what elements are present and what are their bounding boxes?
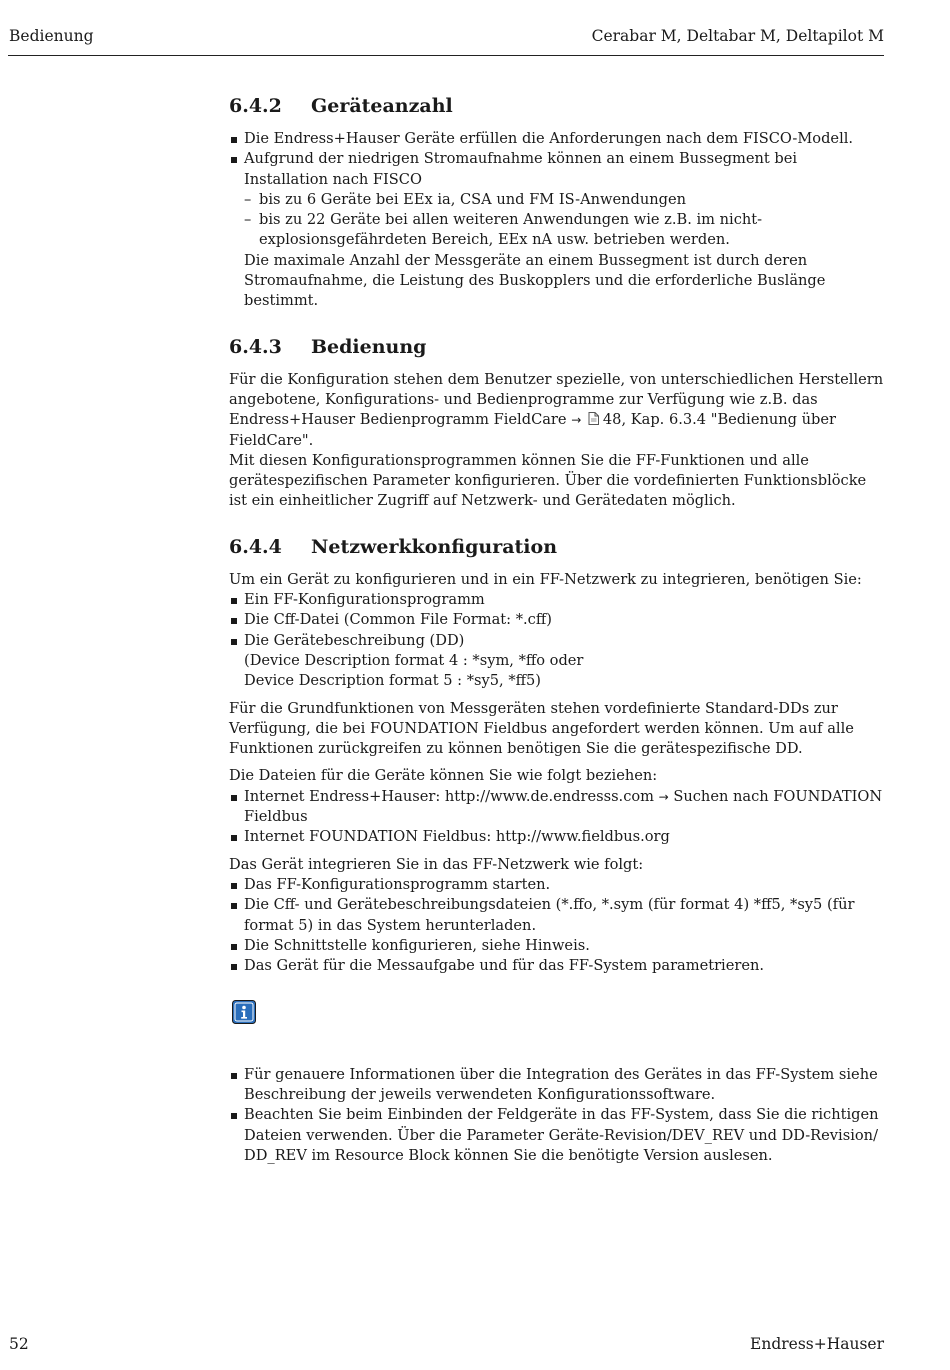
dd-format-line: (Device Description format 4 : *sym, *ffo oder	[244, 651, 584, 669]
page-reference-link[interactable]: 48, Kap. 6.3.4 "Bedienung über FieldCare".	[229, 411, 836, 449]
page-reference-icon	[588, 412, 599, 425]
paragraph: Die Dateien für die Geräte können Sie wie folgt beziehen:	[229, 767, 658, 785]
section-number: 6.4.3	[229, 335, 282, 358]
list-item	[229, 631, 885, 692]
header-rule	[8, 55, 884, 56]
dash-item: – bis zu 22 Geräte bei allen weiteren Anwendungen wie z.B. im nicht-explosionsgefährdeten Bereich, EEx nA usw. betrieben werden.	[244, 210, 885, 251]
list-item	[229, 787, 885, 828]
bullet-list	[229, 129, 885, 312]
list-item	[229, 149, 885, 311]
header-section-title: Bedienung	[9, 27, 94, 45]
section-geraeteanzahl	[229, 93, 885, 312]
list-item: Für genauere Informationen über die Integration des Gerätes in das FF-System siehe Beschreibung der jeweils verwendeten Konfigurationssoftware.	[229, 1065, 885, 1106]
endress-url-link[interactable]: Internet Endress+Hauser: http://www.de.endresss.com	[244, 787, 654, 805]
info-icon	[232, 1000, 256, 1024]
paragraph: Um ein Gerät zu konfigurieren und in ein FF-Netzwerk zu integrieren, benötigen Sie:	[229, 570, 862, 588]
page-body	[229, 93, 885, 1188]
list-item: Ein FF-Konfigurationsprogramm	[229, 590, 885, 610]
footer-brand: Endress+Hauser	[750, 1335, 884, 1353]
list-item: Die Schnittstelle konfigurieren, siehe Hinweis.	[229, 936, 885, 956]
sources-list	[229, 787, 885, 848]
section-heading	[229, 93, 885, 119]
arrow-right-icon: →	[658, 789, 669, 804]
requirements-list	[229, 590, 885, 691]
section-bedienung	[229, 334, 885, 512]
section-number: 6.4.4	[229, 535, 282, 558]
list-item: Das Gerät für die Messaufgabe und für das FF-System parametrieren.	[229, 956, 885, 976]
section-netzwerkkonfiguration	[229, 534, 885, 1166]
paragraph-text: Für die Konfiguration stehen dem Benutzer spezielle, von unterschiedlichen Herstellern angebotene, Konfigurations- und Bedienprogramme zur Verfügung wie z.B. das Endress+Hauser Bedienprogramm FieldCare	[229, 370, 884, 429]
list-note: Die maximale Anzahl der Messgeräte an einem Bussegment ist durch deren Stromaufnahme, die Leistung des Buskopplers und die erforderliche Buslänge bestimmt.	[244, 251, 826, 310]
dash-item: – bis zu 6 Geräte bei EEx ia, CSA und FM IS-Anwendungen	[244, 190, 885, 210]
list-item-text: Aufgrund der niedrigen Stromaufnahme können an einem Bussegment bei Installation nach FISCO	[244, 150, 798, 188]
paragraph: Für die Grundfunktionen von Messgeräten stehen vordefinierte Standard-DDs zur Verfügung, die bei FOUNDATION Fieldbus angefordert werden können. Um auf alle Funktionen zurückgreifen zu können benötigen Sie die gerätespezifische DD.	[229, 699, 854, 758]
dash-list	[244, 190, 885, 251]
paragraph	[229, 370, 885, 451]
paragraph: Das Gerät integrieren Sie in das FF-Netzwerk wie folgt:	[229, 855, 644, 873]
list-item: Die Endress+Hauser Geräte erfüllen die Anforderungen nach dem FISCO-Modell.	[229, 129, 885, 149]
fieldbus-url-link[interactable]: Internet FOUNDATION Fieldbus: http://www.fieldbus.org	[229, 827, 885, 847]
section-title: Netzwerkkonfiguration	[311, 535, 558, 558]
notes-list	[229, 1065, 885, 1166]
list-item: Die Cff-Datei (Common File Format: *.cff)	[229, 610, 885, 630]
list-item: Beachten Sie beim Einbinden der Feldgeräte in das FF-System, dass Sie die richtigen Dateien verwenden. Über die Parameter Geräte-Revision/DEV_REV und DD-Revision/ DD_REV im Resource Block können Sie die benötigte Version auslesen.	[229, 1105, 885, 1166]
list-item-text: Suchen nach FOUNDATION Fieldbus	[244, 787, 883, 826]
list-item: Die Cff- und Gerätebeschreibungsdateien (*.ffo, *.sym (für format 4) *ff5, *sy5 (für format 5) in das System herunterladen.	[229, 895, 885, 936]
section-title: Geräteanzahl	[311, 95, 453, 117]
list-item: Das FF-Konfigurationsprogramm starten.	[229, 875, 885, 895]
arrow-right-icon: →	[571, 413, 582, 428]
header-product-names: Cerabar M, Deltabar M, Deltapilot M	[591, 27, 884, 45]
page-number: 52	[9, 1335, 29, 1353]
dd-format-line: Device Description format 5 : *sy5, *ff5)	[244, 672, 541, 690]
list-item-text: Die Gerätebeschreibung (DD)	[244, 631, 465, 649]
section-number: 6.4.2	[229, 95, 282, 117]
section-heading	[229, 334, 885, 360]
section-heading	[229, 534, 885, 560]
steps-list	[229, 875, 885, 976]
section-title: Bedienung	[311, 335, 427, 358]
paragraph: Mit diesen Konfigurationsprogrammen können Sie die FF-Funktionen und alle gerätespezifischen Parameter konfigurieren. Über die vordefinierten Funktionsblöcke ist ein einheitlicher Zugriff auf Netzwerk- und Gerätedaten möglich.	[229, 451, 867, 510]
